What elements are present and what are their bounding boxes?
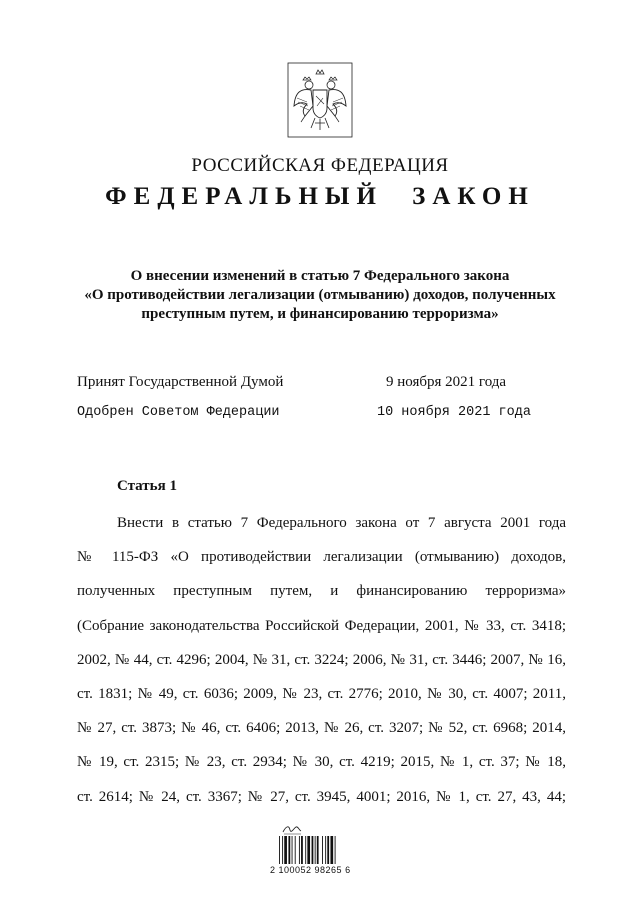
document-type: ФЕДЕРАЛЬНЫЙ ЗАКОН	[105, 183, 535, 210]
article-body	[77, 511, 566, 819]
article-text-line: Внести в статью 7 Федерального закона от 7 августа 2001 года	[117, 515, 566, 531]
article-text-line: 2002, № 44, ст. 4296; 2004, № 31, ст. 3224; 2006, № 31, ст. 3446; 2007, № 16,	[77, 651, 566, 668]
country-name: РОССИЙСКАЯ ФЕДЕРАЦИЯ	[191, 155, 449, 176]
article-text-line: ст. 2614; № 24, ст. 3367; № 27, ст. 3945, 4001; 2016, № 1, ст. 27, 43, 44;	[77, 788, 566, 805]
article-text-line: ст. 1831; № 49, ст. 6036; 2009, № 23, ст. 2776; 2010, № 30, ст. 4007; 2011,	[77, 685, 566, 702]
council-approval-label: Одобрен Советом Федерации	[77, 405, 280, 420]
coat-of-arms-icon	[287, 62, 353, 138]
law-title	[70, 267, 570, 324]
signature-mark-icon	[281, 822, 303, 836]
article-text-line: (Собрание законодательства Российской Федерации, 2001, № 33, ст. 3418;	[77, 617, 566, 634]
article-text-line: № 115-ФЗ «О противодействии легализации (отмыванию) доходов,	[77, 549, 566, 566]
council-approval-date: 10 ноября 2021 года	[377, 405, 531, 420]
article-text-line: полученных преступным путем, и финансированию терроризма»	[77, 583, 566, 600]
article-text-line: № 27, ст. 3873; № 46, ст. 6406; 2013, № 26, ст. 3207; № 52, ст. 6968; 2014,	[77, 720, 566, 737]
duma-adoption-label: Принят Государственной Думой	[77, 374, 284, 390]
law-title-line: преступным путем, и финансированию терроризма»	[141, 306, 499, 322]
law-title-line: «О противодействии легализации (отмыванию) доходов, полученных	[84, 287, 556, 303]
duma-adoption-date: 9 ноября 2021 года	[386, 374, 507, 390]
barcode-icon	[278, 836, 358, 866]
barcode-number: 2 100052 98265 6	[270, 865, 351, 875]
law-title-line: О внесении изменений в статью 7 Федерального закона	[130, 268, 510, 284]
article-text-line: № 19, ст. 2315; № 23, ст. 2934; № 30, ст. 4219; 2015, № 1, ст. 37; № 18,	[77, 754, 566, 771]
article-heading: Статья 1	[117, 478, 177, 494]
